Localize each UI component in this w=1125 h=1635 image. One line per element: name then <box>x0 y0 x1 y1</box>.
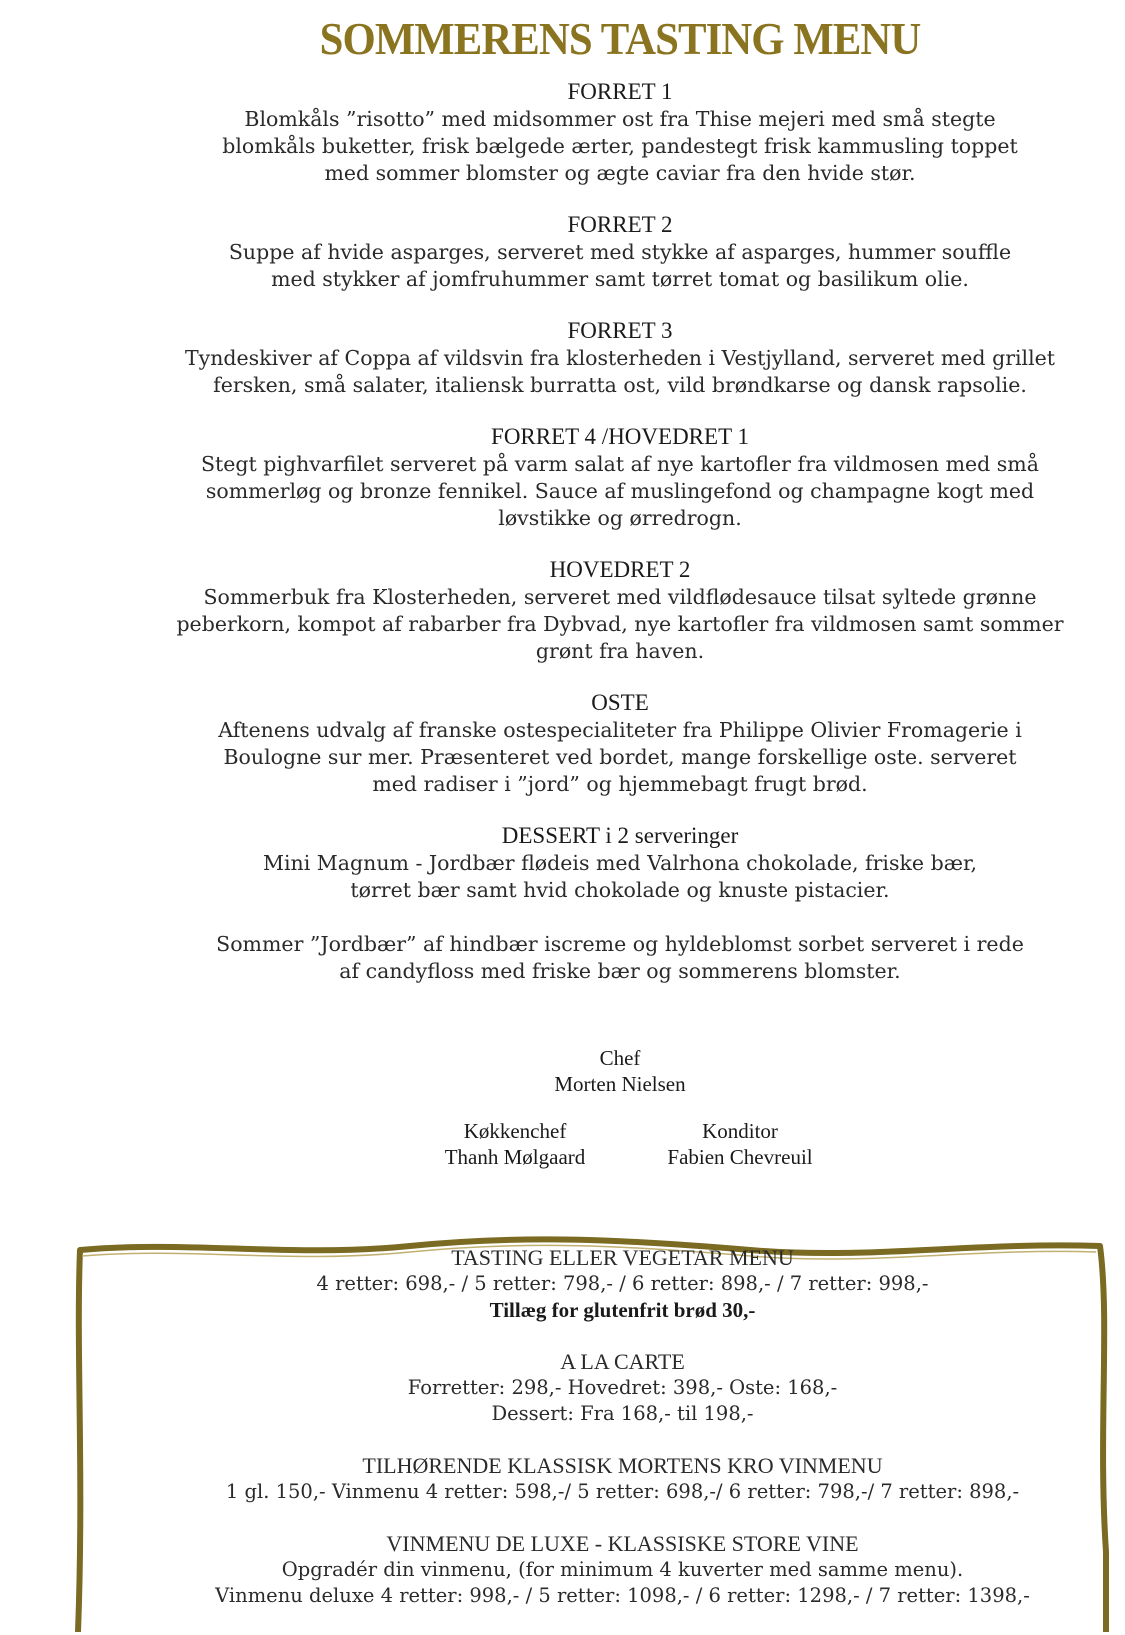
deluxe-line: Opgradér din vinmenu, (for minimum 4 kuverter med samme menu). <box>281 1558 964 1581</box>
course-heading: FORRET 2 <box>567 212 673 237</box>
pastry-chef-credit <box>640 1118 840 1170</box>
kitchen-chef-name: Thanh Mølgaard <box>444 1145 586 1169</box>
alacarte-prices <box>80 1349 1125 1427</box>
course-forret-3 <box>0 317 1125 399</box>
kitchen-chef-credit <box>415 1118 615 1170</box>
course-oste <box>0 689 1125 798</box>
alacarte-line: Dessert: Fra 168,- til 198,- <box>491 1402 754 1425</box>
course-line: fersken, små salater, italiensk burratta ost, vild brøndkarse og dansk rapsolie. <box>213 373 1027 397</box>
course-line: med stykker af jomfruhummer samt tørret tomat og basilikum olie. <box>271 267 969 291</box>
tasting-price-line: 4 retter: 698,- / 5 retter: 798,- / 6 retter: 898,- / 7 retter: 998,- <box>316 1272 929 1295</box>
course-line: grønt fra haven. <box>535 639 705 663</box>
pastry-chef-name: Fabien Chevreuil <box>667 1145 813 1169</box>
course-line: Blomkåls ”risotto” med midsommer ost fra Thise mejeri med små stegte <box>244 107 996 131</box>
chef-title: Chef <box>599 1046 641 1070</box>
course-line: Sommerbuk fra Klosterheden, serveret med vildflødesauce tilsat syltede grønne <box>203 585 1037 609</box>
menu-title: SOMMERENS TASTING MENU <box>319 13 921 64</box>
wine-menu-heading: TILHØRENDE KLASSISK MORTENS KRO VINMENU <box>362 1453 883 1478</box>
course-line: med radiser i ”jord” og hjemmebagt frugt brød. <box>372 772 868 796</box>
pastry-chef-title: Konditor <box>702 1119 778 1143</box>
chef-name: Morten Nielsen <box>554 1072 686 1096</box>
course-hovedret-2 <box>0 556 1125 665</box>
course-heading: FORRET 3 <box>567 318 673 343</box>
chef-credit <box>0 1045 1125 1097</box>
deluxe-line: Vinmenu deluxe 4 retter: 998,- / 5 retter: 1098,- / 6 retter: 1298,- / 7 retter: 1398,- <box>215 1584 1030 1607</box>
wine-menu-line: 1 gl. 150,- Vinmenu 4 retter: 598,-/ 5 retter: 698,-/ 6 retter: 798,-/ 7 retter: 898,- <box>225 1480 1020 1503</box>
deluxe-heading: VINMENU DE LUXE - KLASSISKE STORE VINE <box>386 1531 859 1556</box>
course-line: peberkorn, kompot af rabarber fra Dybvad, nye kartofler fra vildmosen samt sommer <box>176 612 1064 636</box>
course-line: tørret bær samt hvid chokolade og knuste pistacier. <box>350 878 890 902</box>
course-line: løvstikke og ørredrogn. <box>498 506 742 530</box>
alacarte-heading: A LA CARTE <box>560 1349 685 1374</box>
course-line: Boulogne sur mer. Præsenteret ved bordet, mange forskellige oste. serveret <box>223 745 1017 769</box>
course-line: med sommer blomster og ægte caviar fra den hvide stør. <box>324 161 916 185</box>
gluten-free-note: Tillæg for glutenfrit brød 30,- <box>489 1298 756 1322</box>
course-forret-2 <box>0 211 1125 293</box>
wine-menu-prices <box>80 1453 1125 1505</box>
course-line: Sommer ”Jordbær” af hindbær iscreme og hyldeblomst sorbet serveret i rede <box>216 932 1024 956</box>
course-dessert <box>0 822 1125 985</box>
course-line: Mini Magnum - Jordbær flødeis med Valrhona chokolade, friske bær, <box>262 851 978 875</box>
course-heading: HOVEDRET 2 <box>549 557 691 582</box>
course-heading: FORRET 1 <box>567 79 673 104</box>
course-heading: OSTE <box>591 690 649 715</box>
deluxe-wine-prices <box>80 1531 1125 1609</box>
course-line: af candyfloss med friske bær og sommerens blomster. <box>339 959 901 983</box>
course-line: Tyndeskiver af Coppa af vildsvin fra klosterheden i Vestjylland, serveret med grillet <box>184 346 1056 370</box>
alacarte-line: Forretter: 298,- Hovedret: 398,- Oste: 168,- <box>407 1376 838 1399</box>
price-box <box>80 1245 1125 1635</box>
course-line: Stegt pighvarfilet serveret på varm salat af nye kartofler fra vildmosen med små <box>201 452 1039 476</box>
course-forret-4-hovedret-1 <box>0 423 1125 532</box>
course-line: sommerløg og bronze fennikel. Sauce af muslingefond og champagne kogt med <box>205 479 1035 503</box>
course-list <box>0 78 1125 1009</box>
kitchen-chef-title: Køkkenchef <box>463 1119 567 1143</box>
course-heading: FORRET 4 /HOVEDRET 1 <box>491 424 749 449</box>
course-forret-1 <box>0 78 1125 187</box>
course-heading: DESSERT i 2 serveringer <box>501 823 739 848</box>
course-line: Aftenens udvalg af franske ostespecialiteter fra Philippe Olivier Fromagerie i <box>218 718 1022 742</box>
tasting-heading: TASTING ELLER VEGETAR MENU <box>451 1245 794 1270</box>
course-line: blomkåls buketter, frisk bælgede ærter, pandestegt frisk kammusling toppet <box>222 134 1018 158</box>
tasting-prices <box>80 1245 1125 1323</box>
course-line: Suppe af hvide asparges, serveret med stykke af asparges, hummer souffle <box>228 240 1012 264</box>
